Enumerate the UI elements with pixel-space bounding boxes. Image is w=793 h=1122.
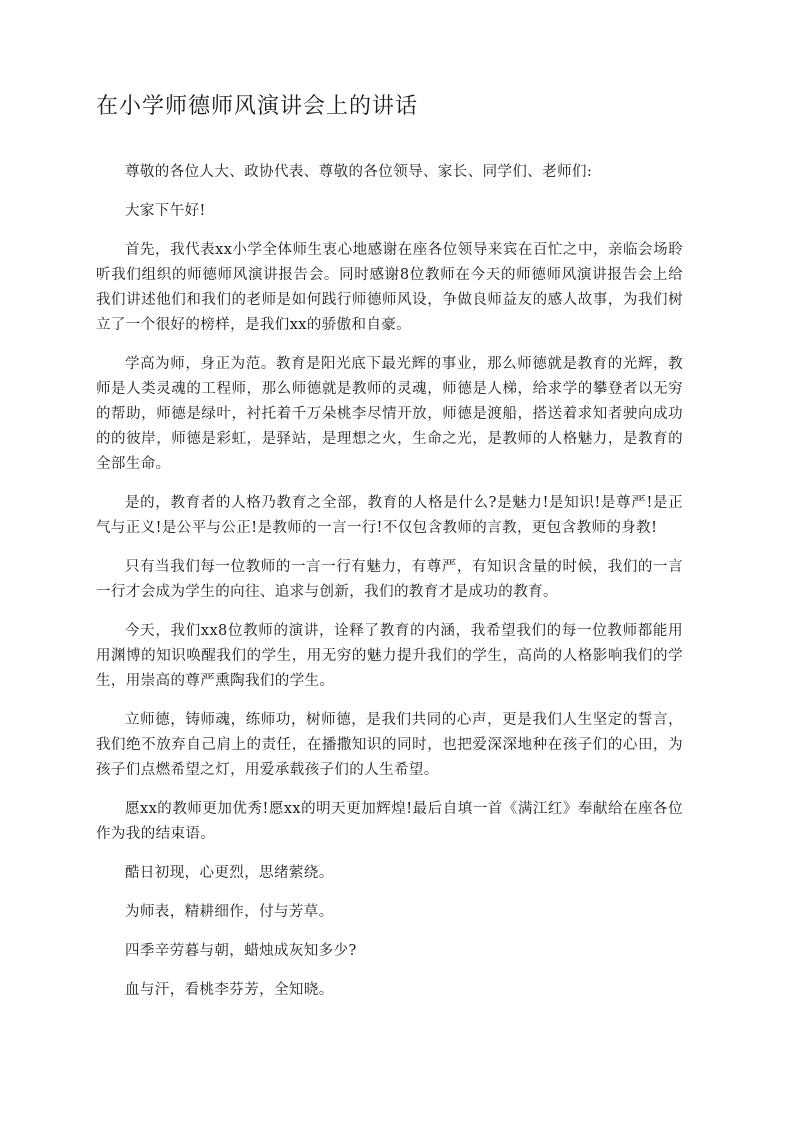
poem-line: 血与汗，看桃李芬芳，全知晓。: [125, 982, 334, 998]
poem-line: 为师表，精耕细作，付与芳草。: [125, 904, 334, 920]
poem-line: 四季辛劳暮与朝，蜡烛成灰知多少?: [125, 943, 357, 959]
paragraph-salutation: 尊敬的各位人大、政协代表、尊敬的各位领导、家长、同学们、老师们:: [125, 164, 593, 180]
paragraph-greeting: 大家下午好!: [125, 203, 206, 219]
document-body: [96, 160, 683, 1003]
paragraph-closing: 愿xx的教师更加优秀!愿xx的明天更加辉煌!最后自填一首《满江红》奉献给在座各位作为我的结束语。: [96, 801, 683, 842]
paragraph-today: 今天，我们xx8位教师的演讲，诠释了教育的内涵，我希望我们的每一位教师都能用用渊博的知识唤醒我们的学生，用无穷的魅力提升我们的学生，高尚的人格影响我们的学生，用崇高的尊严熏陶我们的学生。: [96, 623, 683, 689]
poem-line: 酷日初现，心更烈，思绪萦绕。: [125, 865, 334, 881]
paragraph-thanks: 首先，我代表xx小学全体师生衷心地感谢在座各位领导来宾在百忙之中，亲临会场聆听我们组织的师德师风演讲报告会。同时感谢8位教师在今天的师德师风演讲报告会上给我们讲述他们和我们的老师是如何践行师德师风设，争做良师益友的感人故事，为我们树立了一个很好的榜样，是我们xx的骄傲和自豪。: [96, 242, 683, 333]
paragraph-personality: 是的，教育者的人格乃教育之全部，教育的人格是什么?是魅力!是知识!是尊严!是正气与正义!是公平与公正!是教师的一言一行!不仅包含教师的言教，更包含教师的身教!: [96, 495, 683, 536]
paragraph-oath: 立师德，铸师魂，练师功，树师德，是我们共同的心声，更是我们人生坚定的誓言，我们绝不放弃自己肩上的责任，在播撒知识的同时，也把爱深深地种在孩子们的心田，为孩子们点燃希望之灯，用爱承载孩子们的人生希望。: [96, 712, 683, 778]
paragraph-teacher-ethics: 学高为师，身正为范。教育是阳光底下最光辉的事业，那么师德就是教育的光辉，教师是人类灵魂的工程师，那么师德就是教师的灵魂，师德是人梯，给求学的攀登者以无穷的帮助，师德是绿叶，衬托着千万朵桃李尽情开放，师德是渡船，搭送着求知者驶向成功的的彼岸，师德是彩虹，是驿站，是理想之火，生命之光，是教师的人格魅力，是教育的全部生命。: [96, 356, 683, 472]
document-title: 在小学师德师风演讲会上的讲话: [96, 94, 419, 119]
paragraph-words-deeds: 只有当我们每一位教师的一言一行有魅力，有尊严，有知识含量的时候，我们的一言一行才会成为学生的向往、追求与创新，我们的教育才是成功的教育。: [96, 559, 683, 600]
